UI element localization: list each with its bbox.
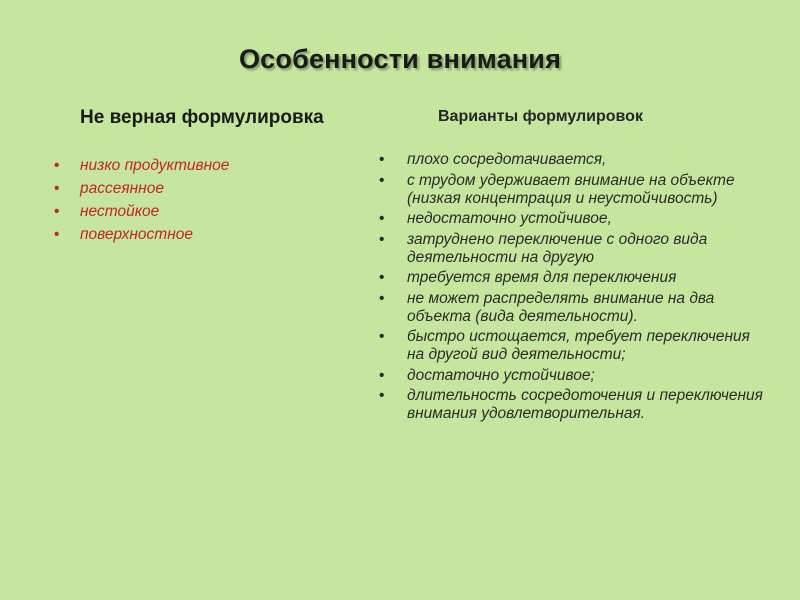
list-item: [52, 177, 332, 200]
list-item-text: нестойкое: [80, 203, 160, 220]
list-item-text: затруднено переключение с одного вида деятельности на другую: [407, 230, 708, 266]
bullet-icon: •: [54, 180, 60, 197]
list-item: [376, 328, 771, 364]
list-item-text: длительность сосредоточения и переключения внимания удовлетворительная.: [407, 387, 763, 422]
wording-variants-heading: Варианты формулировок: [438, 108, 643, 125]
list-item-text: низко продуктивное: [80, 157, 230, 174]
list-item: [52, 223, 332, 246]
wording-variants-list: [376, 151, 771, 426]
bullet-icon: •: [379, 230, 385, 248]
incorrect-wording-list: [52, 154, 332, 246]
slide-title: Особенности внимания: [238, 44, 562, 74]
bullet-icon: •: [379, 289, 385, 307]
bullet-icon: •: [379, 328, 385, 345]
list-item: [376, 269, 771, 287]
list-item: [376, 172, 771, 208]
list-item: [376, 290, 771, 326]
list-item-text: не может распределять внимание на два объекта (вида деятельности).: [407, 289, 715, 325]
list-item: [376, 231, 771, 267]
bullet-icon: •: [54, 157, 60, 174]
bullet-icon: •: [379, 210, 385, 227]
list-item-text: достаточно устойчивое;: [407, 366, 595, 384]
list-item-text: быстро истощается, требует переключения на другой вид деятельности;: [407, 328, 750, 363]
bullet-icon: •: [54, 203, 60, 220]
list-item: [52, 154, 332, 177]
list-item: [376, 387, 771, 423]
list-item-text: плохо сосредотачивается,: [407, 151, 607, 168]
bullet-icon: •: [379, 366, 385, 384]
bullet-icon: •: [54, 226, 60, 243]
list-item-text: с трудом удерживает внимание на объекте (низкая концентрация и неустойчивость): [407, 171, 735, 207]
list-item: [52, 200, 332, 223]
list-item: [376, 210, 771, 228]
list-item-text: требуется время для переключения: [407, 269, 677, 286]
list-item-text: рассеянное: [80, 180, 164, 197]
list-item: [376, 367, 771, 385]
incorrect-wording-heading: Не верная формулировка: [80, 107, 324, 128]
bullet-icon: •: [379, 151, 385, 168]
bullet-icon: •: [379, 269, 385, 286]
bullet-icon: •: [379, 171, 385, 189]
list-item: [376, 151, 771, 169]
bullet-icon: •: [379, 387, 385, 404]
list-item-text: поверхностное: [80, 226, 193, 243]
list-item-text: недостаточно устойчивое,: [407, 210, 612, 227]
